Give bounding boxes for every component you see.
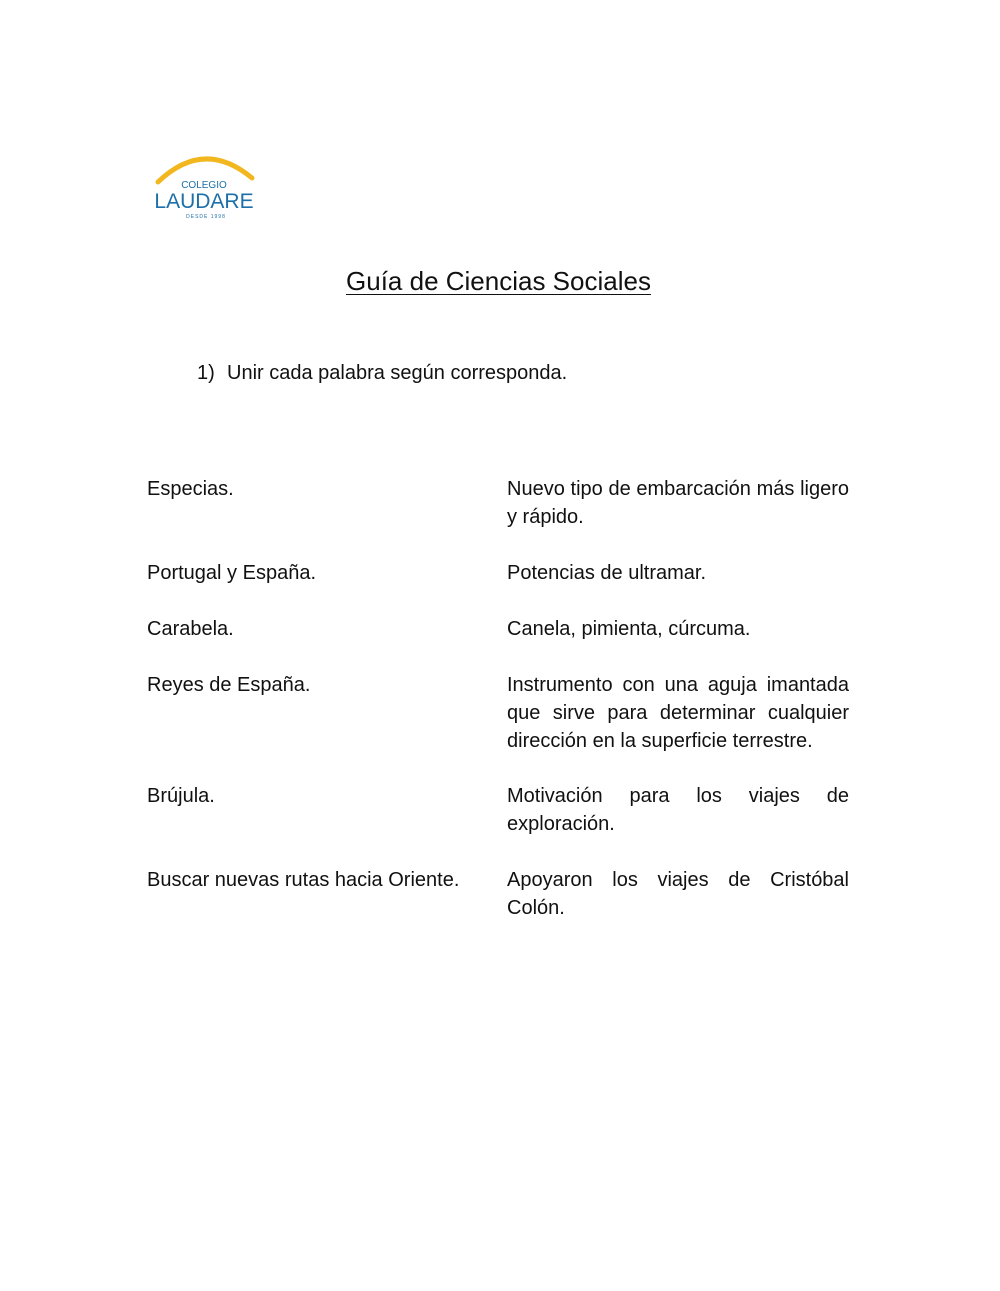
logo-line2: LAUDARE (154, 190, 254, 213)
instruction-text: Unir cada palabra según corresponda. (227, 362, 568, 384)
right-item-5: Motivación para los viajes de exploración. (507, 785, 849, 835)
school-logo-graphic (152, 150, 262, 225)
page-title: Guía de Ciencias Sociales (346, 266, 651, 296)
left-item-1: Especias. (147, 478, 234, 500)
left-item-2: Portugal y España. (147, 562, 316, 584)
right-item-6: Apoyaron los viajes de Cristóbal Colón. (507, 869, 849, 919)
right-item-2: Potencias de ultramar. (507, 562, 706, 584)
left-item-5: Brújula. (147, 785, 215, 807)
instruction-number: 1) (197, 362, 215, 384)
logo-line3: DESDE 1998 (186, 214, 226, 220)
logo-arc (158, 159, 252, 182)
left-item-6: Buscar nuevas rutas hacia Oriente. (147, 869, 460, 891)
instruction (197, 362, 567, 385)
right-item-4: Instrumento con una aguja imantada que sirve para determinar cualquier dirección en la superficie terrestre. (507, 674, 849, 752)
school-logo (152, 150, 262, 225)
logo-line1: COLEGIO (181, 180, 227, 191)
left-item-4: Reyes de España. (147, 674, 311, 696)
left-item-3: Carabela. (147, 618, 234, 640)
right-item-1: Nuevo tipo de embarcación más ligero y rápido. (507, 478, 849, 528)
right-item-3: Canela, pimienta, cúrcuma. (507, 618, 751, 640)
